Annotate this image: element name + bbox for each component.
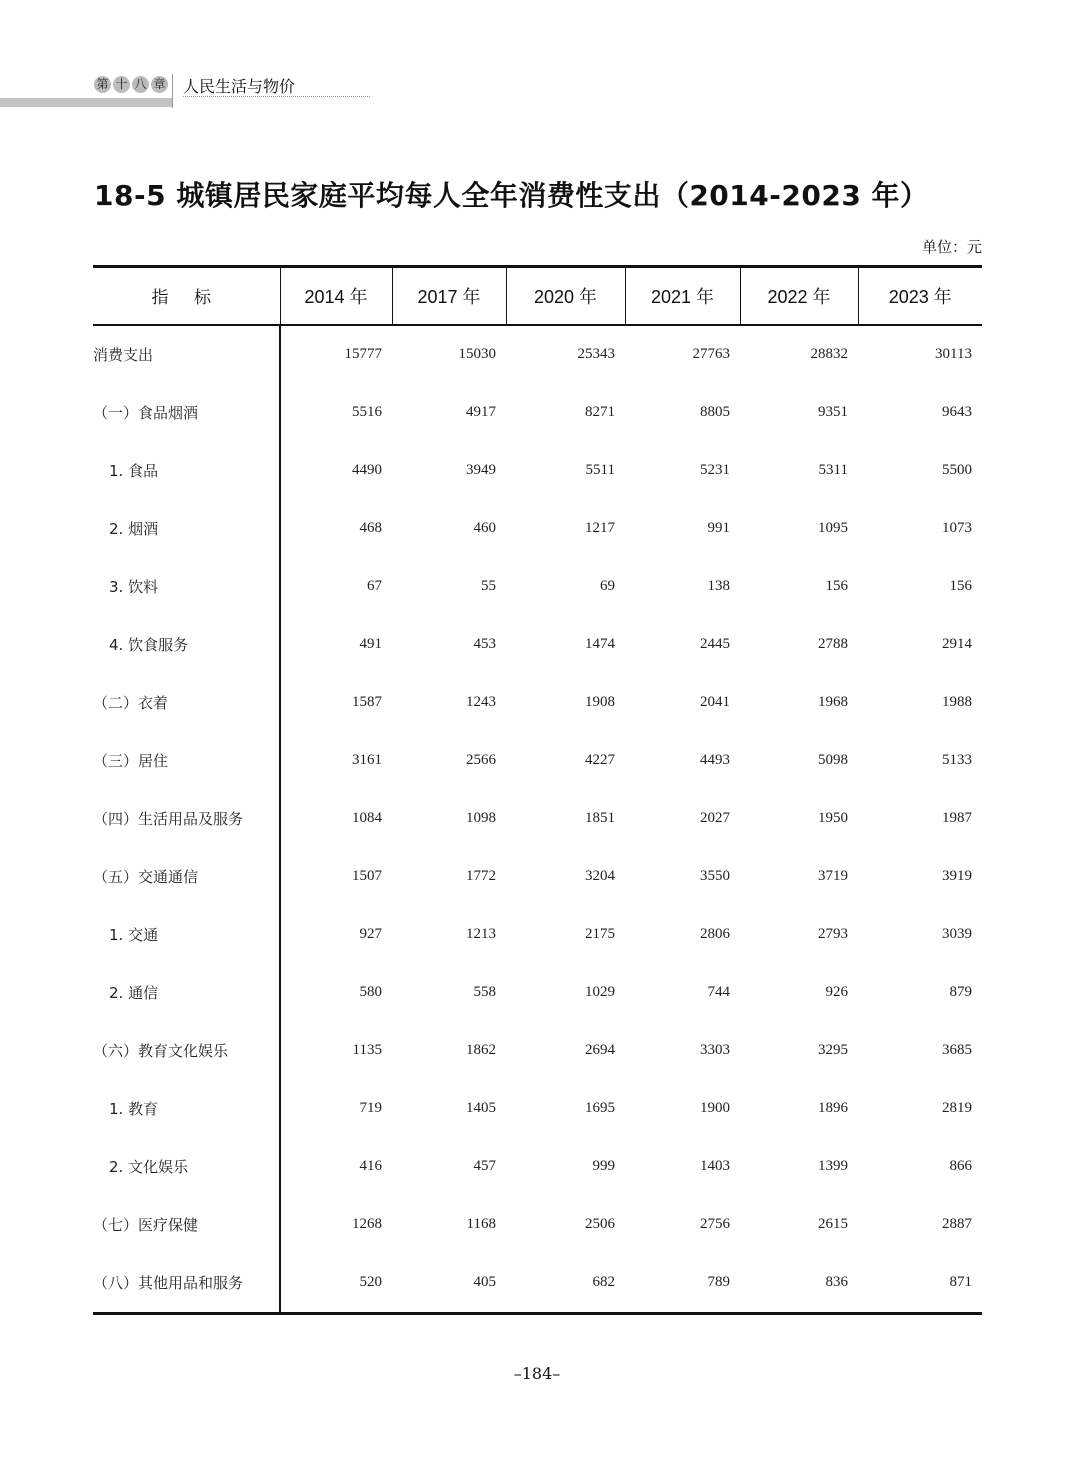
cell-value: 879 (949, 984, 972, 1000)
cell-value: 67 (367, 578, 382, 594)
cell-value: 2887 (942, 1216, 972, 1232)
cell-value: 1399 (818, 1158, 848, 1174)
cell-value: 15777 (344, 346, 382, 362)
cell-value: 5511 (585, 462, 615, 478)
cell-value: 2793 (818, 926, 848, 942)
cell-value: 138 (707, 578, 730, 594)
cell-value: 491 (359, 636, 382, 652)
cell-value: 2615 (818, 1216, 848, 1232)
cell-value: 1988 (942, 694, 972, 710)
cell-value: 9643 (942, 404, 972, 420)
column-header-year: 2020 年 (506, 267, 625, 325)
cell-value: 2788 (818, 636, 848, 652)
cell-value: 468 (359, 520, 382, 536)
cell-value: 1862 (466, 1042, 496, 1058)
cell-value: 520 (359, 1274, 382, 1290)
cell-value: 5133 (942, 752, 972, 768)
cell-value: 1073 (942, 520, 972, 536)
cell-value: 2819 (942, 1100, 972, 1116)
cell-value: 1268 (352, 1216, 382, 1232)
cell-value: 1474 (585, 636, 615, 652)
cell-value: 836 (825, 1274, 848, 1290)
cell-value: 28832 (810, 346, 848, 362)
chapter-char: 章 (151, 76, 168, 93)
cell-value: 1243 (466, 694, 496, 710)
page-number: –184– (513, 1364, 561, 1383)
cell-value: 871 (949, 1274, 972, 1290)
cell-value: 2914 (942, 636, 972, 652)
table-row (93, 1022, 982, 1080)
cell-value: 27763 (692, 346, 730, 362)
cell-value: 991 (707, 520, 730, 536)
cell-value: 15030 (458, 346, 496, 362)
cell-value: 55 (481, 578, 496, 594)
chapter-char: 八 (132, 76, 149, 93)
cell-value: 1908 (585, 694, 615, 710)
row-label: 1. 交通 (93, 906, 280, 964)
cell-value: 2445 (700, 636, 730, 652)
table-row (93, 1196, 982, 1254)
cell-value: 25343 (577, 346, 615, 362)
table-row (93, 732, 982, 790)
row-label: （三）居住 (93, 732, 280, 790)
cell-value: 416 (359, 1158, 382, 1174)
column-header-year: 2014 年 (280, 267, 392, 325)
cell-value: 1095 (818, 520, 848, 536)
cell-value: 719 (359, 1100, 382, 1116)
cell-value: 1968 (818, 694, 848, 710)
row-label: （八）其他用品和服务 (93, 1254, 280, 1314)
chapter-label (94, 76, 168, 93)
cell-value: 682 (592, 1274, 615, 1290)
cell-value: 1772 (466, 868, 496, 884)
table-row (93, 442, 982, 500)
cell-value: 1695 (585, 1100, 615, 1116)
header-bar (0, 98, 172, 107)
cell-value: 927 (359, 926, 382, 942)
cell-value: 156 (949, 578, 972, 594)
cell-value: 9351 (818, 404, 848, 420)
unit-label: 单位：元 (921, 238, 982, 256)
cell-value: 558 (473, 984, 496, 1000)
table-row (93, 848, 982, 906)
cell-value: 5231 (700, 462, 730, 478)
table-row (93, 616, 982, 674)
cell-value: 1900 (700, 1100, 730, 1116)
cell-value: 8805 (700, 404, 730, 420)
row-label: 3. 饮料 (93, 558, 280, 616)
cell-value: 3719 (818, 868, 848, 884)
cell-value: 4490 (352, 462, 382, 478)
cell-value: 457 (473, 1158, 496, 1174)
cell-value: 8271 (585, 404, 615, 420)
cell-value: 1896 (818, 1100, 848, 1116)
data-table (93, 265, 982, 1315)
cell-value: 3550 (700, 868, 730, 884)
row-label: 消费支出 (93, 325, 280, 384)
cell-value: 2175 (585, 926, 615, 942)
row-label: 1. 教育 (93, 1080, 280, 1138)
cell-value: 4917 (466, 404, 496, 420)
table-row (93, 1254, 982, 1314)
row-label: 4. 饮食服务 (93, 616, 280, 674)
table-row (93, 964, 982, 1022)
table-row (93, 558, 982, 616)
cell-value: 1405 (466, 1100, 496, 1116)
cell-value: 156 (825, 578, 848, 594)
header-divider (172, 74, 173, 108)
row-label: （六）教育文化娱乐 (93, 1022, 280, 1080)
table-row (93, 1138, 982, 1196)
cell-value: 2806 (700, 926, 730, 942)
table-row (93, 906, 982, 964)
row-label: 1. 食品 (93, 442, 280, 500)
cell-value: 4227 (585, 752, 615, 768)
column-header-year: 2023 年 (858, 267, 982, 325)
row-label: 2. 文化娱乐 (93, 1138, 280, 1196)
cell-value: 3161 (352, 752, 382, 768)
row-label: （七）医疗保健 (93, 1196, 280, 1254)
section-title: 人民生活与物价 (183, 77, 296, 96)
cell-value: 3949 (466, 462, 496, 478)
row-label: （四）生活用品及服务 (93, 790, 280, 848)
cell-value: 1168 (466, 1216, 496, 1232)
cell-value: 3204 (585, 868, 615, 884)
cell-value: 1950 (818, 810, 848, 826)
cell-value: 5098 (818, 752, 848, 768)
chapter-char: 第 (94, 76, 111, 93)
cell-value: 1507 (352, 868, 382, 884)
cell-value: 69 (600, 578, 615, 594)
cell-value: 2566 (466, 752, 496, 768)
cell-value: 2506 (585, 1216, 615, 1232)
cell-value: 453 (473, 636, 496, 652)
cell-value: 1987 (942, 810, 972, 826)
cell-value: 3685 (942, 1042, 972, 1058)
row-label: 2. 烟酒 (93, 500, 280, 558)
header-dotted-rule (183, 96, 370, 97)
cell-value: 1029 (585, 984, 615, 1000)
table-row (93, 384, 982, 442)
cell-value: 789 (707, 1274, 730, 1290)
cell-value: 30113 (935, 346, 972, 362)
cell-value: 5500 (942, 462, 972, 478)
cell-value: 866 (949, 1158, 972, 1174)
cell-value: 1098 (466, 810, 496, 826)
cell-value: 999 (592, 1158, 615, 1174)
cell-value: 5311 (818, 462, 848, 478)
cell-value: 3039 (942, 926, 972, 942)
table-title: 18-5 城镇居民家庭平均每人全年消费性支出（2014-2023 年） (94, 179, 929, 212)
cell-value: 744 (707, 984, 730, 1000)
table-row (93, 1080, 982, 1138)
cell-value: 1084 (352, 810, 382, 826)
column-header-indicator: 指 标 (151, 288, 221, 309)
table-row (93, 500, 982, 558)
cell-value: 580 (359, 984, 382, 1000)
chapter-char: 十 (113, 76, 130, 93)
row-label: （五）交通通信 (93, 848, 280, 906)
cell-value: 1217 (585, 520, 615, 536)
cell-value: 1851 (585, 810, 615, 826)
column-header-year: 2022 年 (740, 267, 858, 325)
column-header-year: 2021 年 (625, 267, 740, 325)
cell-value: 2694 (585, 1042, 615, 1058)
cell-value: 2756 (700, 1216, 730, 1232)
cell-value: 1587 (352, 694, 382, 710)
cell-value: 1135 (352, 1042, 382, 1058)
table-row (93, 674, 982, 732)
table-header-row (93, 267, 982, 325)
row-label: 2. 通信 (93, 964, 280, 1022)
cell-value: 405 (473, 1274, 496, 1290)
row-label: （一）食品烟酒 (93, 384, 280, 442)
cell-value: 460 (473, 520, 496, 536)
cell-value: 4493 (700, 752, 730, 768)
cell-value: 3303 (700, 1042, 730, 1058)
cell-value: 3295 (818, 1042, 848, 1058)
table-row (93, 790, 982, 848)
cell-value: 926 (825, 984, 848, 1000)
cell-value: 1403 (700, 1158, 730, 1174)
row-label: （二）衣着 (93, 674, 280, 732)
column-header-year: 2017 年 (392, 267, 506, 325)
cell-value: 2041 (700, 694, 730, 710)
table-row (93, 325, 982, 384)
cell-value: 2027 (700, 810, 730, 826)
cell-value: 1213 (466, 926, 496, 942)
cell-value: 5516 (352, 404, 382, 420)
cell-value: 3919 (942, 868, 972, 884)
